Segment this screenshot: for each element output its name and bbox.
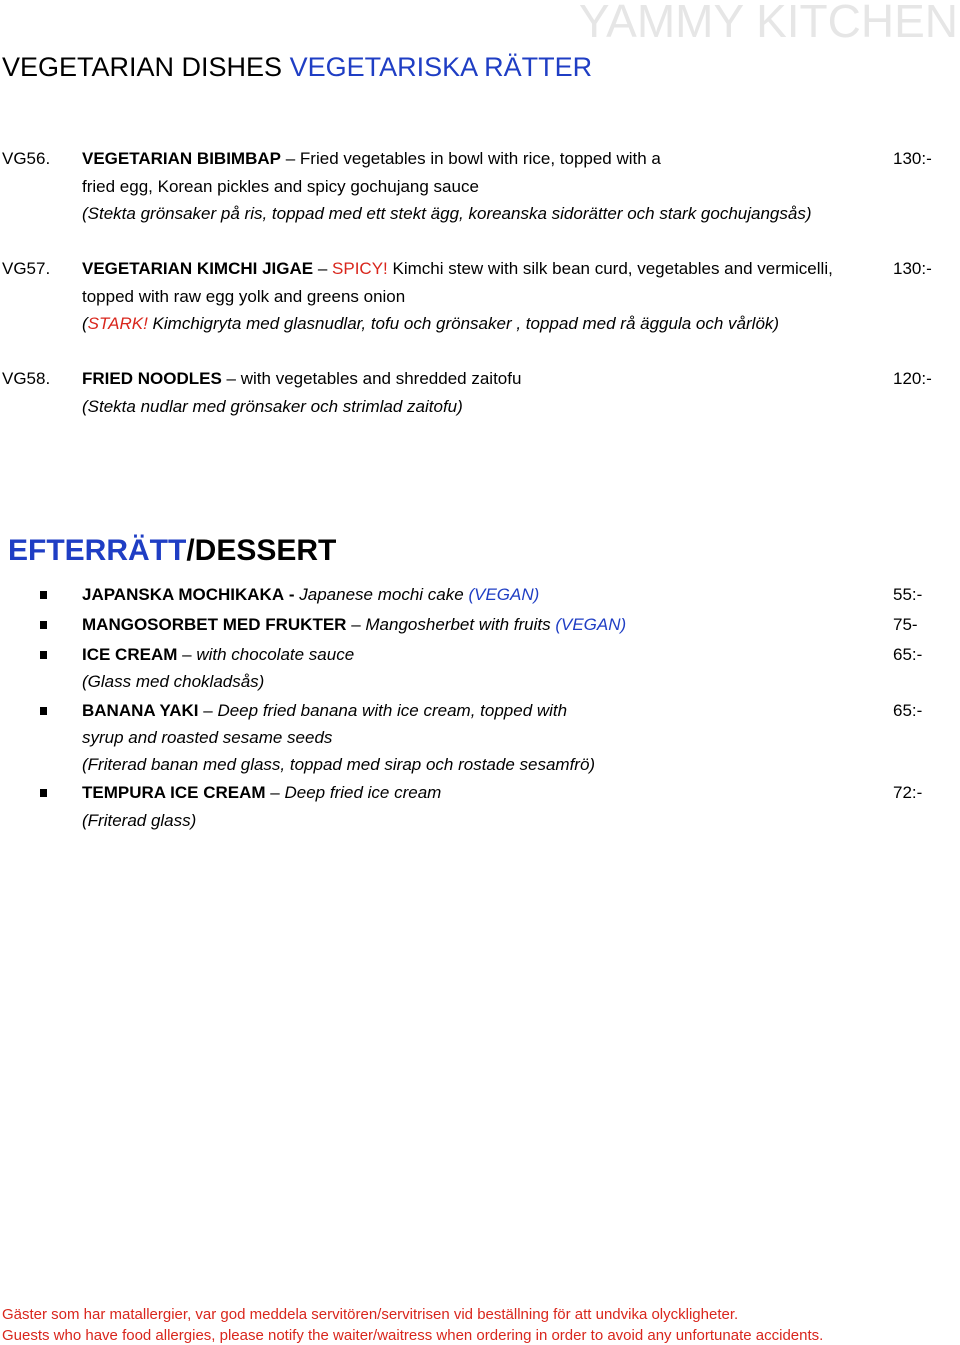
dessert-5-sv: (Friterad glass) <box>82 811 197 830</box>
dessert-4-desc2: syrup and roasted sesame seeds <box>82 728 333 747</box>
brand-name: YAMMY KITCHEN <box>578 0 958 47</box>
dish-vg56-sv: (Stekta grönsaker på ris, toppad med ett stekt ägg, koreanska sidorätter och stark gochujangsås) <box>82 204 812 223</box>
dish-vg57-desc2: topped with raw egg yolk and greens onion <box>82 287 406 306</box>
dessert-item-2 <box>82 615 626 635</box>
dessert-5-price: 72:- <box>893 783 923 802</box>
dessert-item-4 <box>82 701 567 721</box>
dessert-4-price: 65:- <box>893 701 923 720</box>
dessert-sep: – <box>203 701 213 720</box>
dish-name: VEGETARIAN KIMCHI JIGAE <box>82 259 314 278</box>
dessert-title <box>8 534 336 568</box>
dish-vg58-sv: (Stekta nudlar med grönsaker och strimlad zaitofu) <box>82 397 463 416</box>
dessert-item-5 <box>82 783 441 803</box>
dish-vg58-line1 <box>82 369 521 389</box>
dish-vg57-line1 <box>82 259 833 279</box>
dessert-title-sv: EFTERRÄTT <box>8 534 187 567</box>
dessert-2-price: 75- <box>893 615 918 634</box>
dessert-item-3 <box>82 645 354 665</box>
heading-en: VEGETARIAN DISHES <box>2 52 283 82</box>
dish-name: VEGETARIAN BIBIMBAP <box>82 149 281 168</box>
bullet-icon <box>40 591 47 599</box>
dessert-sep: – <box>270 783 280 802</box>
dish-dash: – <box>317 259 328 278</box>
dish-desc: Fried vegetables in bowl with rice, topped with a <box>299 149 661 168</box>
dessert-desc: Deep fried ice cream <box>284 783 442 802</box>
sv-open-paren: ( <box>82 314 88 333</box>
dish-vg56-desc2: fried egg, Korean pickles and spicy gochujang sauce <box>82 177 479 196</box>
dish-vg58-price: 120:- <box>893 369 932 388</box>
allergy-notice-sv: Gäster som har matallergier, var god meddela servitören/servitrisen vid beställning för att undvika olyckligheter. <box>2 1306 739 1323</box>
dish-code-vg57: VG57. <box>2 259 51 278</box>
dish-desc: Kimchi stew with silk bean curd, vegetables and vermicelli, <box>392 259 833 278</box>
dish-vg56-price: 130:- <box>893 149 932 168</box>
heading-sv: VEGETARISKA RÄTTER <box>289 52 593 82</box>
dish-dash: – <box>226 369 236 388</box>
dessert-desc: Mangosherbet with fruits <box>365 615 551 634</box>
dessert-title-en: DESSERT <box>194 534 337 567</box>
dish-code-vg58: VG58. <box>2 369 51 388</box>
bullet-icon <box>40 651 47 659</box>
dish-vg56-line1 <box>82 149 661 169</box>
dessert-3-price: 65:- <box>893 645 923 664</box>
dessert-name: JAPANSKA MOCHIKAKA <box>82 585 285 604</box>
dessert-sep: – <box>351 615 361 634</box>
vegan-label: (VEGAN) <box>468 585 540 604</box>
bullet-icon <box>40 707 47 715</box>
stark-label: STARK! <box>87 314 148 333</box>
dish-name: FRIED NOODLES <box>82 369 222 388</box>
dessert-item-1 <box>82 585 539 605</box>
dessert-sep: - <box>288 585 295 604</box>
dessert-sep: – <box>182 645 192 664</box>
dessert-4-sv: (Friterad banan med glass, toppad med sirap och rostade sesamfrö) <box>82 755 596 774</box>
dish-sv-text: Kimchigryta med glasnudlar, tofu och grönsaker , toppad med rå äggula och vårlök) <box>152 314 780 333</box>
section-heading <box>2 52 592 83</box>
spicy-label: SPICY! <box>332 259 388 278</box>
dessert-name: BANANA YAKI <box>82 701 199 720</box>
dish-dash: – <box>285 149 296 168</box>
dish-vg57-price: 130:- <box>893 259 932 278</box>
dish-vg57-sv <box>82 314 779 334</box>
bullet-icon <box>40 789 47 797</box>
dessert-desc: with chocolate sauce <box>196 645 355 664</box>
dish-code-vg56: VG56. <box>2 149 51 168</box>
bullet-icon <box>40 621 47 629</box>
dessert-title-sep: / <box>186 534 195 567</box>
dessert-name: TEMPURA ICE CREAM <box>82 783 266 802</box>
dessert-name: ICE CREAM <box>82 645 178 664</box>
allergy-notice-en: Guests who have food allergies, please notify the waiter/waitress when ordering in order to avoid any unfortunate accidents. <box>2 1327 824 1344</box>
dessert-3-sv: (Glass med chokladsås) <box>82 672 265 691</box>
dessert-1-price: 55:- <box>893 585 923 604</box>
dessert-desc: Japanese mochi cake <box>299 585 464 604</box>
dessert-name: MANGOSORBET MED FRUKTER <box>82 615 347 634</box>
vegan-label: (VEGAN) <box>555 615 627 634</box>
dish-desc: with vegetables and shredded zaitofu <box>240 369 522 388</box>
dessert-desc: Deep fried banana with ice cream, topped with <box>217 701 568 720</box>
